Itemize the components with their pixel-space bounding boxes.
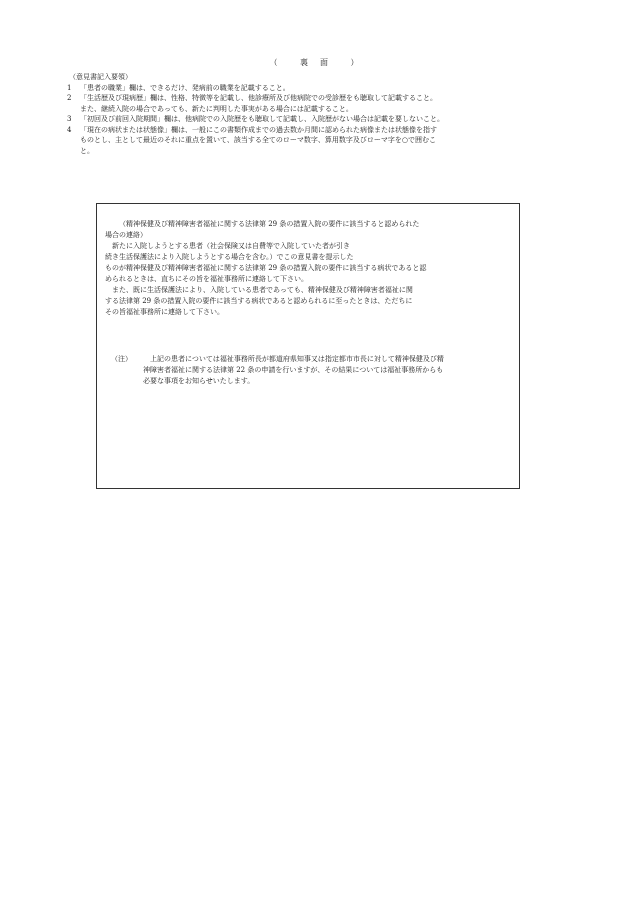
instruction-line: 「現在の病状または状態像」欄は、一般にこの書類作成までの過去数か月間に認められた病像または状態像を指す xyxy=(80,125,437,134)
notice-line: する法律第 29 条の措置入院の要件に該当する病状であると認められるに至ったときは、ただちに xyxy=(105,297,413,305)
instruction-line: 「初回及び前回入院期間」欄は、他病院での入院歴をも聴取して記載し、入院歴がない場合は記載を要しないこと。 xyxy=(80,115,444,123)
instructions-title: （意見書記入要領） xyxy=(69,73,132,81)
notice-line: 続き生活保護法により入院しようとする場合を含む。）でこの意見書を提示した xyxy=(105,253,354,261)
instruction-item-3 xyxy=(67,114,537,125)
instruction-item-4 xyxy=(67,125,537,157)
instruction-line: ものとし、主として最近のそれに重点を置いて、該当する全てのローマ数字、算用数字及びローマ字を○で囲むこ xyxy=(80,136,436,144)
instruction-line: 「生活歴及び現病歴」欄は、性格、特徴等を記載し、他診療所及び他病院での受診歴をも聴取して記載すること。 xyxy=(80,94,437,102)
notice-line: ものが精神保健及び精神障害者福祉に関する法律第 29 条の措置入院の要件に該当する病状であると認 xyxy=(105,264,427,272)
remark-line: 神障害者福祉に関する法律第 22 条の申請を行いますが、その結果については福祉事務所からも xyxy=(143,366,444,374)
instruction-item-1 xyxy=(67,83,537,94)
notice-line: その旨福祉事務所に連絡して下さい。 xyxy=(105,308,224,316)
notice-line: また、既に生活保護法により、入院している患者であっても、精神保健及び精神障害者福祉に関 xyxy=(112,286,413,294)
heading-open-paren: （ xyxy=(269,58,280,67)
contact-notice-text xyxy=(105,219,505,318)
remark-line: 上記の患者については福祉事務所長が都道府県知事又は指定都市市長に対して精神保健及び精 xyxy=(150,355,444,363)
contact-notice-box xyxy=(96,203,520,489)
notice-line: 新たに入院しようとする患者（社会保険又は自費等で入院していた者が引き xyxy=(112,242,350,250)
instruction-number: 4 xyxy=(67,125,72,134)
instruction-number: 3 xyxy=(67,115,72,123)
remark-label: （注） xyxy=(111,355,132,363)
page-title: 裏 面 xyxy=(300,58,330,67)
remark-line: 必要な事項をお知らせいたします。 xyxy=(143,377,255,385)
heading-close-paren: ） xyxy=(350,58,361,67)
remark-note xyxy=(111,354,506,387)
page-heading xyxy=(0,57,630,68)
instruction-number: 1 xyxy=(67,83,72,92)
notice-line: められるときは、直ちにその旨を福祉事務所に連絡して下さい。 xyxy=(105,275,308,283)
instruction-number: 2 xyxy=(67,94,72,102)
instruction-line: 「患者の職業」欄は、できるだけ、発病前の職業を記載すること。 xyxy=(80,83,290,92)
instruction-line: また、継続入院の場合であっても、新たに判明した事実がある場合には記載すること。 xyxy=(80,104,353,113)
instruction-item-2 xyxy=(67,93,537,114)
notice-line: （精神保健及び精神障害者福祉に関する法律第 29 条の措置入院の要件に該当すると認められた xyxy=(119,220,420,228)
notice-line: 場合の連絡） xyxy=(105,231,147,239)
instruction-line: と。 xyxy=(80,146,94,155)
instructions-section xyxy=(67,72,537,156)
